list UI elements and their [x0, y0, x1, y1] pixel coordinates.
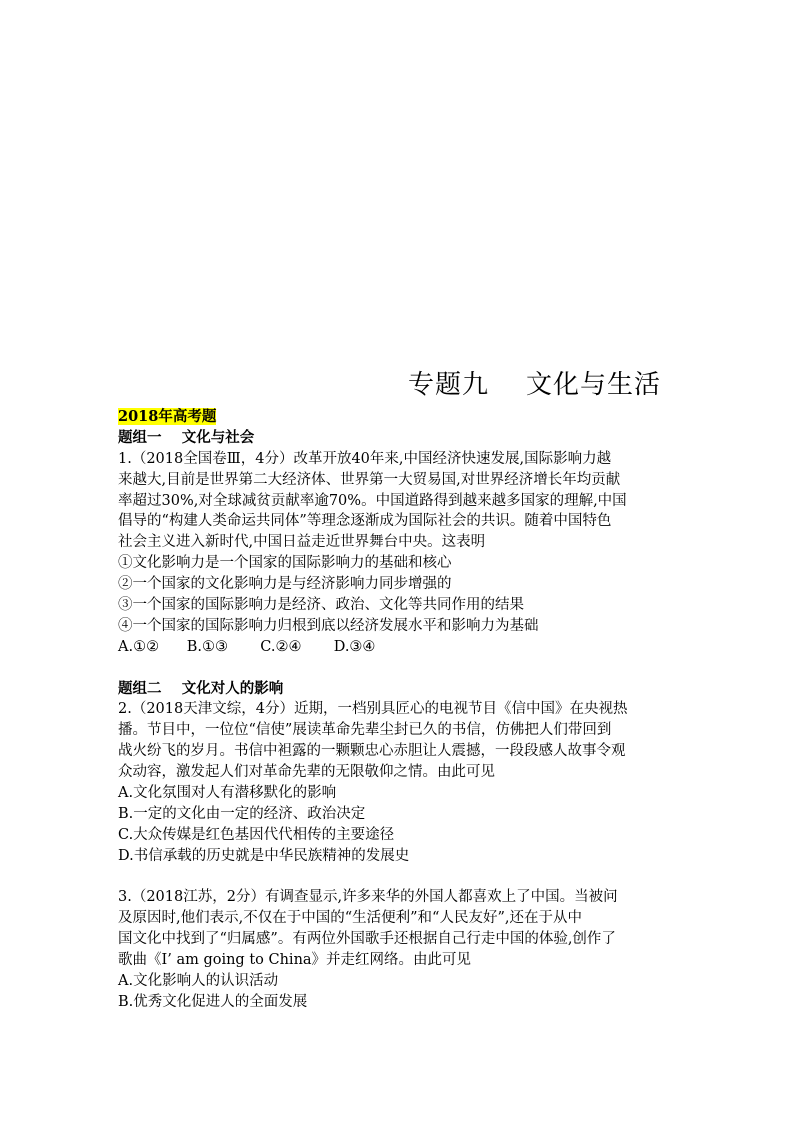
- question-stem-line: 倡导的“构建人类命运共同体”等理念逐渐成为国际社会的共识。随着中国特色: [118, 513, 612, 530]
- answer-option: C.大众传媒是红色基因代代相传的主要途径: [118, 826, 395, 843]
- question-stem-line: 歌曲《I’ am going to China》并走红网络。由此可见: [118, 952, 472, 969]
- question-stem-line: 率超过30%,对全球减贫贡献率逾70%。中国道路得到越来越多国家的理解,中国: [118, 492, 627, 509]
- answer-option: A.文化影响人的认识活动: [118, 973, 279, 990]
- question-stem-line: 社会主义进入新时代,中国日益走近世界舞台中央。这表明: [118, 534, 486, 551]
- question-stem-line: 众动容，激发起人们对革命先辈的无限敬仰之情。由此可见: [118, 764, 495, 781]
- page-title: 专题九 文化与生活: [408, 370, 662, 400]
- question-1: [118, 449, 678, 658]
- statement-option: ①文化影响力是一个国家的国际影响力的基础和核心: [118, 555, 452, 572]
- question-stem-line: 国文化中找到了“归属感”。有两位外国歌手还根据自己行走中国的体验,创作了: [118, 931, 616, 948]
- answer-option: B.优秀文化促进人的全面发展: [118, 993, 308, 1010]
- section-label: 2018年高考题: [118, 408, 217, 425]
- document-body: [118, 407, 678, 1013]
- statement-option: ④一个国家的国际影响力归根到底以经济发展水平和影响力为基础: [118, 617, 539, 634]
- answer-option: A.文化氛围对人有潜移默化的影响: [118, 785, 337, 802]
- question-stem-line: 1.（2018全国卷Ⅲ，4分）改革开放40年来,中国经济快速发展,国际影响力越: [118, 450, 612, 467]
- question-2: [118, 699, 678, 866]
- answer-choices: A.①② B.①③ C.②④ D.③④: [118, 638, 376, 655]
- question-stem-line: 2.（2018天津文综，4分）近期，一档别具匠心的电视节目《信中国》在央视热: [118, 701, 628, 718]
- question-stem-line: 播。节目中，一位位“信使”展读革命先辈尘封已久的书信，仿佛把人们带回到: [118, 722, 612, 739]
- question-stem-line: 来越大,目前是世界第二大经济体、世界第一大贸易国,对世界经济增长年均贡献: [118, 471, 621, 488]
- statement-option: ②一个国家的文化影响力是与经济影响力同步增强的: [118, 576, 452, 593]
- question-3: [118, 887, 678, 1012]
- answer-option: B.一定的文化由一定的经济、政治决定: [118, 805, 366, 822]
- statement-option: ③一个国家的国际影响力是经济、政治、文化等共同作用的结果: [118, 597, 524, 614]
- question-stem-line: 3.（2018江苏，2分）有调查显示,许多来华的外国人都喜欢上了中国。当被问: [118, 889, 618, 906]
- question-stem-line: 战火纷飞的岁月。书信中袒露的一颗颗忠心赤胆让人震撼，一段段感人故事令观: [118, 743, 626, 760]
- answer-option: D.书信承载的历史就是中华民族精神的发展史: [118, 847, 410, 864]
- question-stem-line: 及原因时,他们表示,不仅在于中国的“生活便利”和“人民友好”,还在于从中: [118, 910, 582, 927]
- group-heading: 题组二 文化对人的影响: [118, 679, 284, 697]
- group-heading: 题组一 文化与社会: [118, 428, 255, 446]
